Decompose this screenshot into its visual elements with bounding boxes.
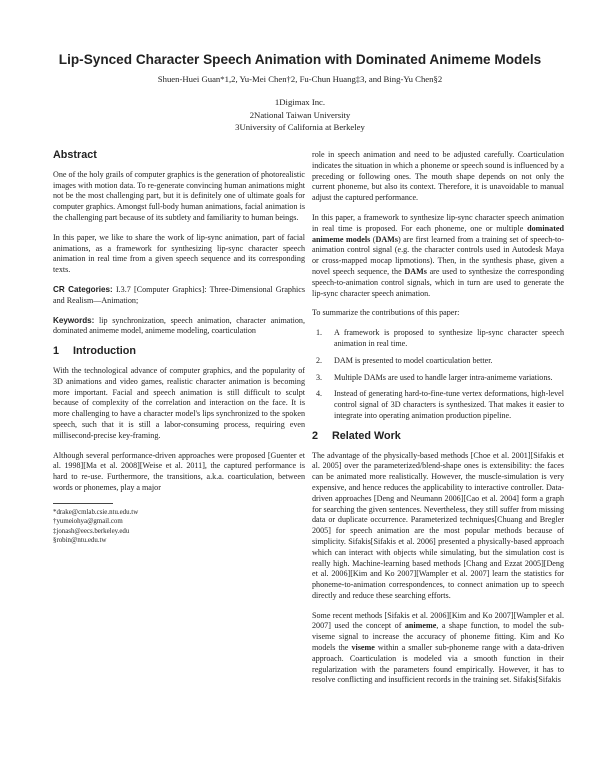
list-number: 1. (316, 328, 323, 338)
paper-title: Lip-Synced Character Speech Animation with Dominated Animeme Models (58, 52, 542, 67)
list-item (312, 373, 564, 384)
section-heading-introduction (53, 346, 305, 357)
contribution-list (312, 328, 564, 422)
cr-categories (53, 285, 305, 307)
related-paragraph (312, 611, 564, 687)
affiliation-3: 3University of California at Berkeley (235, 122, 365, 132)
intro-paragraph: With the technological advance of computer graphics, and the popularity of 3D animations and video games, realistic character animation is becoming more important. Facial and speech animation is still difficult to sculpt because of complexity of the correlation and interaction on the face. It is more challenging to have a character model's lips synchronized to the spoken speech, such that it is still a labor-consuming process, requiring even millisecond-precise key-framing. (53, 365, 305, 440)
bold-term: viseme (351, 643, 375, 653)
list-text: A framework is proposed to synthesize lip-sync character speech animation in real time. (334, 328, 564, 348)
intro-paragraph: role in speech animation and need to be adjusted carefully. Coarticulation indicates the situation in which a phoneme or speech sound is influenced by a preceding or following ones. The mouth shape depends on not only the current phoneme, but also its context. Therefore, it is unavoidable to manual adjust the captured performance. (312, 150, 564, 203)
text-run: , a shape function, to model the sub-viseme signal to increase the accuracy of phoneme fitting. Kim and Ko models the (312, 621, 564, 653)
abstract-paragraph: One of the holy grails of computer graphics is the generation of photorealistic images with motion data. To re-generate convincing human animations might not be the most challenging part, but it is definitely one of ultimate goals for computer graphics. Amongst full-body human animations, facial animation is the challenging part because of its subtlety and familiarity to human beings. (53, 169, 305, 222)
list-text: DAM is presented to model coarticulation better. (334, 355, 493, 365)
list-item (312, 356, 564, 367)
section-number: 1 (53, 345, 60, 358)
related-paragraph: The advantage of the physically-based methods [Choe et al. 2001][Sifakis et al. 2005] over the parameterized/blend-shape ones is extensibility: the faces can be animated more realistically. However, the muscle-simulation is very expensive, and hence reduces the applicability to interactive controller. Data-driven approaches [Deng and Neumann 2006][Cao et al. 2004] form a graph for searching the given sentences. Nevertheless, they still suffer from missing data or duplicate occurrence. Parameterized techniques[Chuang and Bregler 2005] for speech animation are the most popular methods because of simplicity. Sifakis[Sifakis et al. 2006] presented a physically-based approach which can interact with objects while simulating, but the simulation cost is really high. Machine-learning based methods [Chang and Ezzat 2005][Deng et al. 2006][Kim and Ko 2007][Wampler et al. 2007] learn the statistics for phoneme-to-animation correspondences, to connect animation up to speech directly and reduce these searching efforts. (312, 450, 564, 600)
abstract-heading: Abstract (53, 149, 97, 161)
section-number: 2 (312, 429, 319, 442)
keywords-label: Keywords: (53, 315, 95, 325)
left-column (53, 150, 305, 545)
intro-paragraph (312, 213, 564, 299)
text-run: within a smaller sub-phoneme range with a data-driven approach. Coarticulation is modeled via a smooth function in their regularization with the parameters found empirically. However, it has to resolve conflicting and insufficient records in the training set. Sifakis[Sifakis (312, 643, 564, 685)
bold-term: animeme (404, 621, 437, 631)
text-run: ( (370, 234, 376, 244)
bold-term: DAMs (375, 234, 398, 244)
affiliation-2: 2National Taiwan University (249, 109, 351, 120)
footnote: ‡jonash@eecs.berkeley.edu (53, 527, 130, 535)
text-run: are used to synthesize the corresponding speech-to-animation control signals, which in turn are used to generate the lip-sync character speech animation. (312, 266, 565, 298)
list-number: 2. (316, 355, 323, 365)
text-run: ) are first learned from a training set of speech-to-animation control signal (e.g. the character controls used in Autodesk Maya or cross-mapped mocap lipmotions). Then, in the synthesis phase, given a novel speech sequence, the (312, 234, 564, 276)
list-text: Multiple DAMs are used to handle larger intra-animeme variations. (334, 372, 553, 382)
abstract-paragraph: In this paper, we like to share the work of lip-sync animation, part of facial animations, as a framework for synthesizing lip-sync character speech animation in real time from a given speech sequence and its corresponding texts. (53, 232, 305, 275)
section-title: Related Work (332, 429, 401, 442)
footnote: †yumeiohya@gmail.com (53, 518, 123, 526)
keywords (53, 316, 305, 338)
text-run: Some recent methods [Sifakis et al. 2006][Kim and Ko 2007][Wampler et al. 2007] used the concept of (312, 610, 564, 631)
list-item (312, 389, 564, 421)
author-list: Shuen-Huei Guan*1,2, Yu-Mei Chen†2, Fu-Chun Huang‡3, and Bing-Yu Chen§2 (157, 74, 443, 84)
affiliation-1: 1Digimax Inc. (274, 97, 326, 107)
footnote: §robin@ntu.edu.tw (53, 536, 107, 544)
cr-label: CR Categories: (53, 284, 113, 294)
list-number: 3. (316, 372, 323, 382)
affiliations (0, 96, 600, 134)
list-text: Instead of generating hard-to-fine-tune vertex deformations, high-level control signal of 3D characters is synthesized. That makes it easier to integrate into operating animation production pipeline. (334, 389, 564, 420)
section-title: Introduction (73, 345, 136, 358)
bold-term: dominated animeme models (312, 223, 564, 244)
right-column (312, 150, 564, 695)
intro-paragraph: To summarize the contributions of this paper: (312, 308, 460, 318)
bold-term: DAMs (404, 266, 427, 276)
text-run: In this paper, a framework to synthesize lip-sync character speech animation in real time is proposed. For each phoneme, one or multiple (312, 212, 564, 233)
intro-paragraph: Although several performance-driven approaches were proposed [Guenter et al. 1998][Ma et al. 2008][Weise et al. 2011], the captured performance is hard to re-use. Furthermore, the transitions, a.k.a. coarticulation, between words or phonemes, play a major (53, 450, 305, 492)
list-item (312, 328, 564, 350)
keywords-text: lip synchronization, speech animation, character animation, dominated animeme model, animeme modeling, coarticulation (53, 315, 305, 336)
list-number: 4. (316, 389, 323, 399)
cr-text: I.3.7 [Computer Graphics]: Three-Dimensional Graphics and Realism—Animation; (53, 284, 306, 305)
footnote: *drake@cmlab.csie.ntu.edu.tw (53, 508, 139, 516)
section-heading-related-work (312, 431, 564, 442)
footnote-rule (53, 503, 113, 504)
